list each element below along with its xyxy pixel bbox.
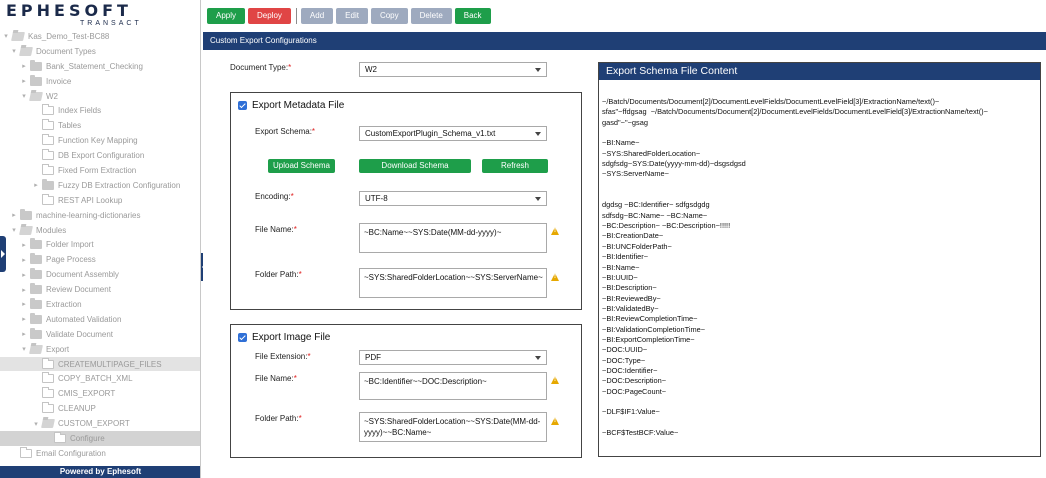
tree-node-label: Tables	[58, 121, 82, 131]
folder-icon	[42, 151, 54, 160]
caret-right-icon[interactable]: ▸	[22, 241, 26, 249]
metadata-folder-path-label: Folder Path:*	[255, 270, 302, 279]
tree-node-label: CLEANUP	[58, 404, 96, 414]
tree-node[interactable]	[0, 118, 201, 133]
schema-content-panel	[598, 62, 1041, 457]
folder-icon	[30, 285, 42, 294]
metadata-file-name-input[interactable]: ~BC:Name~~SYS:Date(MM-dd-yyyy)~	[359, 223, 547, 253]
tree-node[interactable]	[0, 193, 201, 208]
folder-icon	[30, 255, 42, 264]
folder-icon	[30, 240, 42, 249]
tree-node-label: W2	[46, 91, 58, 101]
caret-right-icon[interactable]: ▸	[22, 271, 26, 279]
sidebar	[0, 0, 201, 478]
caret-right-icon[interactable]: ▸	[22, 63, 26, 71]
tree-node[interactable]	[0, 357, 201, 372]
powered-by-footer: Powered by Ephesoft	[0, 466, 201, 478]
caret-down-icon[interactable]: ▾	[22, 93, 26, 100]
export-image-section	[230, 324, 582, 458]
folder-icon	[30, 330, 42, 339]
deploy-button[interactable]: Deploy	[248, 8, 291, 24]
tree-node[interactable]	[0, 44, 201, 59]
expand-left-panel-icon[interactable]	[0, 236, 6, 272]
file-extension-label: File Extension:*	[255, 352, 311, 361]
caret-down-icon[interactable]: ▾	[12, 48, 16, 56]
file-extension-label-text: File Extension:	[255, 352, 308, 361]
folder-icon	[20, 449, 32, 458]
tree-node[interactable]	[0, 237, 201, 252]
caret-right-icon[interactable]: ▸	[22, 286, 26, 294]
folder-icon	[54, 434, 66, 443]
tree-node[interactable]	[0, 371, 201, 386]
tree-node-label: Kas_Demo_Test-BC88	[28, 31, 110, 41]
tree-node[interactable]	[0, 327, 201, 342]
folder-icon	[42, 360, 54, 369]
caret-right-icon[interactable]: ▸	[22, 316, 26, 324]
document-type-label: Document Type:*	[230, 63, 292, 72]
tree-node[interactable]	[0, 342, 201, 357]
caret-right-icon[interactable]: ▸	[22, 301, 26, 309]
toolbar	[207, 8, 494, 24]
folder-icon	[42, 181, 54, 190]
metadata-file-name-label-text: File Name:	[255, 225, 294, 234]
folder-icon	[30, 62, 42, 71]
tree-node-label: Review Document	[46, 285, 111, 295]
caret-right-icon[interactable]: ▸	[34, 182, 38, 190]
encoding-select[interactable]: UTF-8	[359, 191, 547, 206]
folder-open-icon	[29, 345, 43, 354]
export-metadata-section	[230, 92, 582, 310]
tree-node-label: Validate Document	[46, 329, 113, 339]
document-type-label-text: Document Type:	[230, 63, 289, 72]
tree-node-label: Fuzzy DB Extraction Configuration	[58, 180, 181, 190]
tree-node[interactable]	[0, 89, 201, 104]
folder-icon	[42, 374, 54, 383]
tree-node-label: CMIS_EXPORT	[58, 389, 116, 399]
tree-node-label: Document Assembly	[46, 270, 119, 280]
tree-node[interactable]	[0, 163, 201, 178]
tree-node-label: Automated Validation	[46, 314, 122, 324]
folder-icon	[30, 77, 42, 86]
tree-node-label: Bank_Statement_Checking	[46, 61, 143, 71]
folder-icon	[30, 270, 42, 279]
refresh-button[interactable]: Refresh	[482, 159, 548, 173]
folder-icon	[42, 166, 54, 175]
tree-node[interactable]	[0, 297, 201, 312]
metadata-folder-path-warning-icon	[551, 273, 559, 281]
schema-content-text: ~/Batch/Documents/Document[2]/DocumentLevelFields/DocumentLevelField[3]/ExtractionName/text()~ sfas"~ffdgsag ~/Batch/Documents/Document[2]/DocumentLevelFields/DocumentLevelField[3]/ExtractionName/text()~ gasd"~"~gsag ~BI:Name~ ~SYS:SharedFolderLocation~ sdgfsdg~SYS:Date(yyyy-mm-dd)~dsgsdgsd ~SYS:ServerName~ dgdsg ~BC:Identifier~ sdfgsdgdg sdfsdg~BC:Name~ ~BC:Name~ ~BC:Description~ ~BC:Description~!!!!! ~BI:CreationDate~ ~BI:UNCFolderPath~ ~BI:Identifier~ ~BI:Name~ ~BI:UUID~ ~BI:Description~ ~BI:ReviewedBy~ ~BI:ValidatedBy~ ~BI:ReviewCompletionTime~ ~BI:ValidationCompletionTime~ ~BI:ExportCompletionTime~ ~DOC:UUID~ ~DOC:Type~ ~DOC:Identifier~ ~DOC:Description~ ~DOC:PageCount~ ~DLF$IF1:Value~ ~BCF$TestBCF:Value~	[602, 97, 988, 437]
caret-right-icon[interactable]: ▸	[22, 78, 26, 86]
export-image-title[interactable]	[238, 332, 330, 343]
tree-node[interactable]	[0, 446, 201, 461]
upload-schema-button[interactable]: Upload Schema	[268, 159, 335, 173]
tree-node[interactable]	[0, 267, 201, 282]
document-type-select[interactable]: W2	[359, 62, 547, 77]
encoding-label-text: Encoding:	[255, 192, 291, 201]
add-button[interactable]: Add	[301, 8, 333, 24]
encoding-label: Encoding:*	[255, 192, 294, 201]
caret-down-icon[interactable]: ▾	[22, 346, 26, 354]
caret-down-icon[interactable]: ▾	[12, 227, 16, 235]
tree-node[interactable]	[0, 416, 201, 431]
image-folder-path-input[interactable]: ~SYS:SharedFolderLocation~~SYS:Date(MM-dd-yyyy)~~BC:Name~	[359, 412, 547, 442]
tree-node-label: CREATEMULTIPAGE_FILES	[58, 359, 162, 369]
tree-node-label: Extraction	[46, 299, 82, 309]
folder-icon	[42, 389, 54, 398]
tree-node-label: Page Process	[46, 255, 96, 265]
export-image-title-text: Export Image File	[252, 332, 331, 343]
metadata-folder-path-input[interactable]: ~SYS:SharedFolderLocation~~SYS:ServerName~	[359, 268, 547, 298]
tree-node-label: Export	[46, 344, 70, 354]
tree-node[interactable]	[0, 282, 201, 297]
folder-open-icon	[19, 226, 33, 235]
tree-node-label: COPY_BATCH_XML	[58, 374, 133, 384]
schema-content-title: Export Schema File Content	[599, 63, 1040, 80]
tree-node-label: Modules	[36, 225, 67, 235]
tree-node-label: Email Configuration	[36, 448, 106, 458]
tree-node-label: Function Key Mapping	[58, 136, 138, 146]
apply-button[interactable]: Apply	[207, 8, 245, 24]
folder-icon	[42, 106, 54, 115]
tree-node-label: DB Export Configuration	[58, 151, 145, 161]
image-file-name-input[interactable]: ~BC:Identifier~~DOC:Description~	[359, 372, 547, 400]
tree-node[interactable]	[0, 312, 201, 327]
folder-icon	[42, 404, 54, 413]
caret-right-icon[interactable]: ▸	[22, 331, 26, 339]
folder-open-icon	[41, 419, 55, 428]
tree-node[interactable]	[0, 133, 201, 148]
tree-node-label: machine-learning-dictionaries	[36, 210, 141, 220]
tree-node-label: CUSTOM_EXPORT	[58, 419, 130, 429]
folder-icon	[42, 136, 54, 145]
page-title: Custom Export Configurations	[203, 32, 1046, 50]
tree-node-label: Index Fields	[58, 106, 102, 116]
tree-node[interactable]	[0, 148, 201, 163]
back-button[interactable]: Back	[455, 8, 491, 24]
tree-node[interactable]	[0, 223, 201, 238]
custom-export-form	[203, 50, 1046, 478]
tree-node-label: REST API Lookup	[58, 195, 123, 205]
folder-icon	[30, 315, 42, 324]
metadata-file-name-warning-icon	[551, 227, 559, 235]
tree-node[interactable]	[0, 401, 201, 416]
toolbar-divider	[296, 8, 297, 24]
metadata-folder-path-label-text: Folder Path:	[255, 270, 299, 279]
image-file-name-warning-icon	[551, 376, 559, 384]
copy-button[interactable]: Copy	[371, 8, 408, 24]
download-schema-button[interactable]: Download Schema	[359, 159, 471, 173]
image-folder-path-label-text: Folder Path:	[255, 414, 299, 423]
tree-node[interactable]	[0, 386, 201, 401]
tree-node-label: Invoice	[46, 76, 72, 86]
metadata-file-name-label: File Name:*	[255, 225, 297, 234]
folder-icon	[42, 121, 54, 130]
folder-open-icon	[11, 32, 25, 41]
image-folder-path-warning-icon	[551, 417, 559, 425]
tree-node-label: Configure	[70, 433, 105, 443]
export-image-checkbox[interactable]	[238, 333, 247, 342]
tree-node-label: Fixed Form Extraction	[58, 165, 137, 175]
caret-right-icon[interactable]: ▸	[12, 212, 16, 220]
image-file-name-label-text: File Name:	[255, 374, 294, 383]
batch-class-tree	[0, 29, 201, 461]
tree-node[interactable]	[0, 178, 201, 193]
export-schema-label: Export Schema:*	[255, 127, 316, 136]
export-metadata-title-text: Export Metadata File	[252, 100, 345, 111]
tree-node[interactable]	[0, 252, 201, 267]
folder-icon	[30, 300, 42, 309]
folder-open-icon	[19, 47, 33, 56]
image-file-name-label: File Name:*	[255, 374, 297, 383]
tree-node-label: Document Types	[36, 46, 96, 56]
export-metadata-checkbox[interactable]	[238, 101, 247, 110]
ephesoft-logo	[6, 3, 156, 29]
folder-icon	[42, 196, 54, 205]
tree-node[interactable]	[0, 74, 201, 89]
delete-button[interactable]: Delete	[411, 8, 452, 24]
export-metadata-title[interactable]	[238, 100, 344, 111]
tree-node-label: Folder Import	[46, 240, 94, 250]
logo-word: EPHESOFT	[6, 1, 132, 20]
edit-button[interactable]: Edit	[336, 8, 368, 24]
caret-right-icon[interactable]: ▸	[22, 256, 26, 264]
tree-node[interactable]	[0, 29, 201, 44]
caret-down-icon[interactable]: ▾	[34, 420, 38, 428]
tree-node[interactable]	[0, 431, 201, 446]
image-folder-path-label: Folder Path:*	[255, 414, 302, 423]
tree-node[interactable]	[0, 59, 201, 74]
export-schema-select[interactable]: CustomExportPlugin_Schema_v1.txt	[359, 126, 547, 141]
export-schema-label-text: Export Schema:	[255, 127, 312, 136]
tree-node[interactable]	[0, 208, 201, 223]
caret-down-icon[interactable]: ▾	[4, 33, 8, 41]
tree-node[interactable]	[0, 103, 201, 118]
file-extension-select[interactable]: PDF	[359, 350, 547, 365]
logo-subtitle: TRANSACT	[80, 20, 142, 27]
folder-icon	[20, 211, 32, 220]
folder-open-icon	[29, 92, 43, 101]
